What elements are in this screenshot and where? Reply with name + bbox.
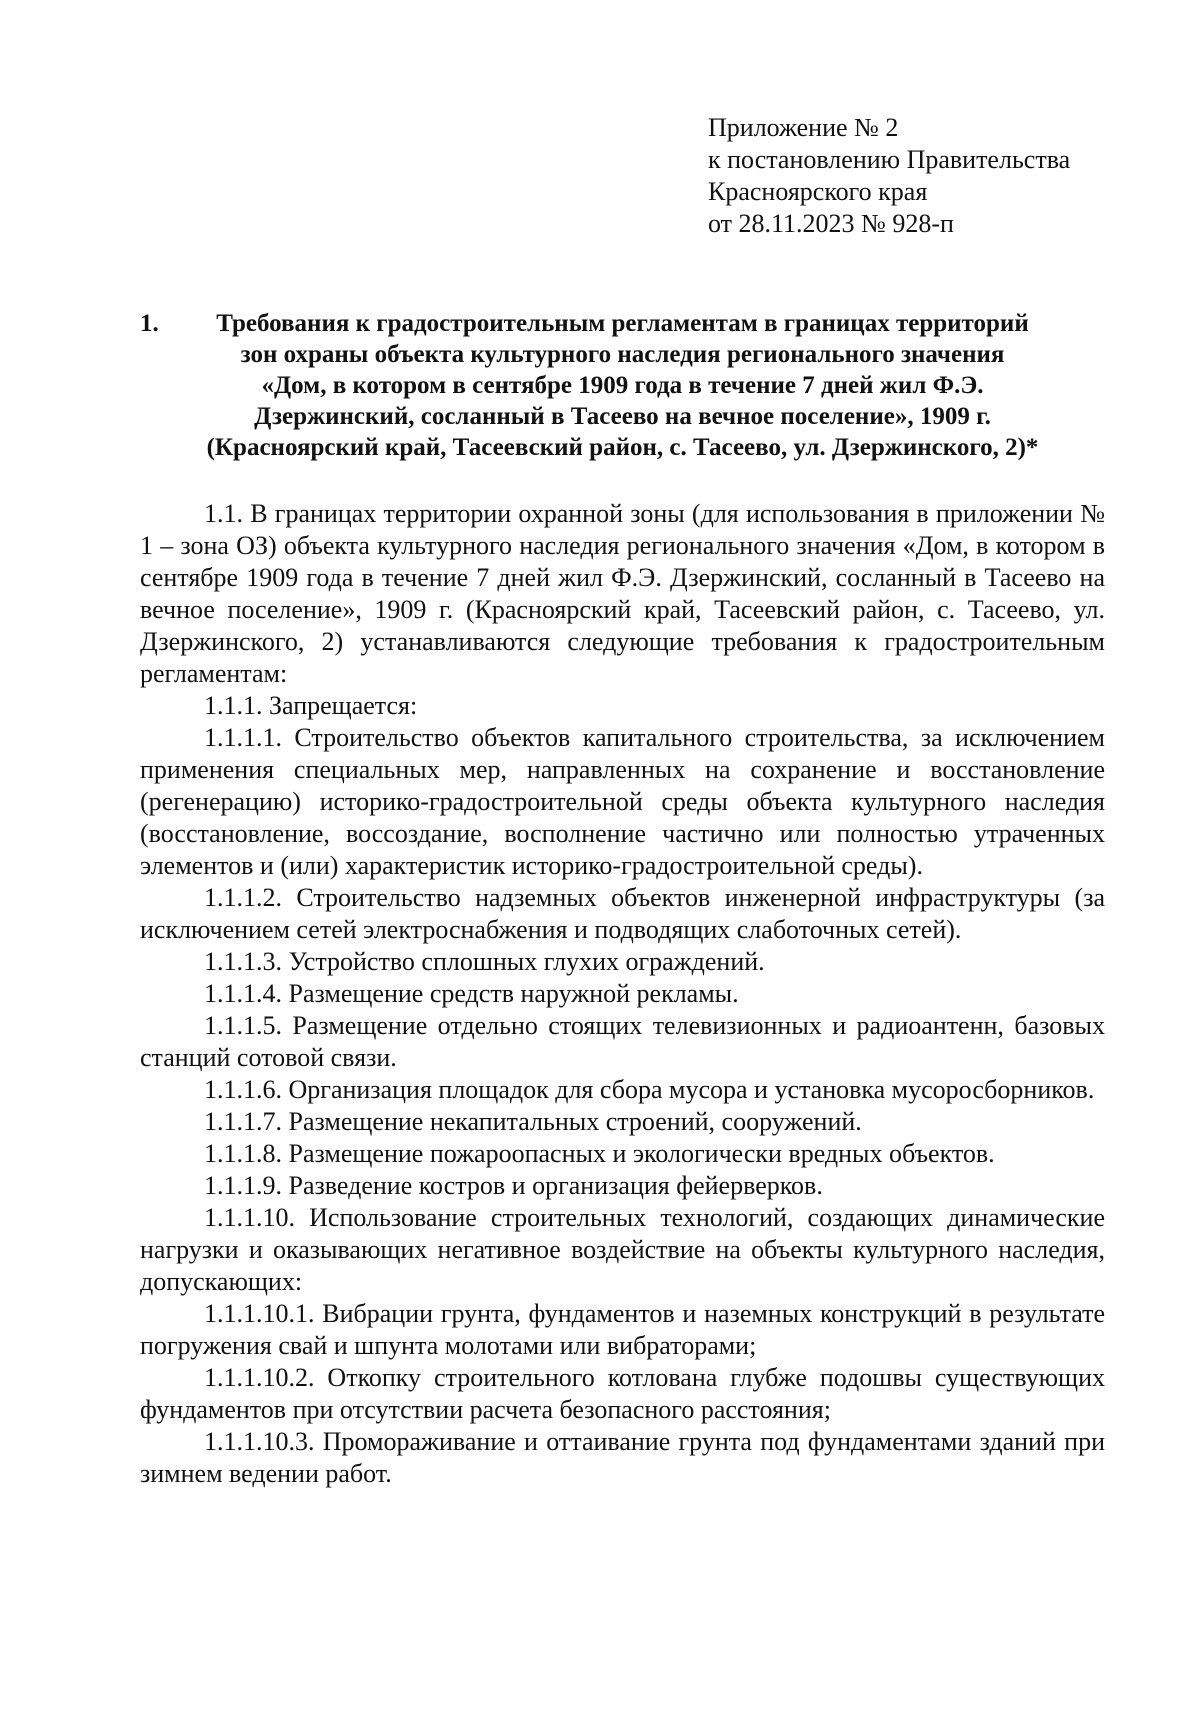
heading-line-2: зон охраны объекта культурного наследия регионального значения xyxy=(240,341,1005,368)
paragraph-1-1: 1.1. В границах территории охранной зоны (для использования в приложении № 1 – зона ОЗ) объекта культурного наследия регионального значения «Дом, в котором в сентябре 1909 года в течение 7 дней жил Ф.Э. Дзержинский, сосланный в Тасеево на вечное поселение», 1909 г. (Красноярский край, Тасеевский район, с. Тасеево, ул. Дзержинского, 2) устанавливаются следующие требования к градостроительным регламентам: xyxy=(140,499,1105,688)
heading-line-5: (Красноярский край, Тасеевский район, с. Тасеево, ул. Дзержинского, 2)* xyxy=(206,434,1039,461)
appendix-line-3: Красноярского края xyxy=(708,177,928,206)
appendix-line-1: Приложение № 2 xyxy=(708,113,899,142)
paragraph-1-1-1-9: 1.1.1.9. Разведение костров и организация фейерверков. xyxy=(204,1171,823,1200)
paragraph-1-1-1-10-3: 1.1.1.10.3. Промораживание и оттаивание грунта под фундаментами зданий при зимнем ведении работ. xyxy=(140,1427,1105,1488)
heading-line-3: «Дом, в котором в сентябре 1909 года в течение 7 дней жил Ф.Э. xyxy=(261,372,984,399)
appendix-line-2: к постановлению Правительства xyxy=(708,145,1071,174)
paragraph-1-1-1-6: 1.1.1.6. Организация площадок для сбора мусора и установка мусоросборников. xyxy=(204,1075,1095,1104)
paragraph-1-1-1-4: 1.1.1.4. Размещение средств наружной рекламы. xyxy=(204,979,739,1008)
paragraph-1-1-1-3: 1.1.1.3. Устройство сплошных глухих ограждений. xyxy=(204,947,765,976)
paragraph-1-1-1-10-2: 1.1.1.10.2. Откопку строительного котлована глубже подошвы существующих фундаментов при отсутствии расчета безопасного расстояния; xyxy=(140,1363,1105,1424)
paragraph-1-1-1-10-1: 1.1.1.10.1. Вибрации грунта, фундаментов и наземных конструкций в результате погружения свай и шпунта молотами или вибраторами; xyxy=(140,1299,1105,1360)
document-body xyxy=(140,498,1105,1490)
paragraph-1-1-1-7: 1.1.1.7. Размещение некапитальных строений, сооружений. xyxy=(204,1107,862,1136)
section-number: 1. xyxy=(140,310,159,337)
section-heading xyxy=(140,308,1105,463)
appendix-line-4: от 28.11.2023 № 928-п xyxy=(708,209,954,238)
heading-line-4: Дзержинский, сосланный в Тасеево на вечное поселение», 1909 г. xyxy=(254,403,991,430)
heading-line-1: Требования к градостроительным регламентам в границах территорий xyxy=(216,310,1029,337)
paragraph-1-1-1: 1.1.1. Запрещается: xyxy=(204,691,418,720)
paragraph-1-1-1-5: 1.1.1.5. Размещение отдельно стоящих телевизионных и радиоантенн, базовых станций сотовой связи. xyxy=(140,1011,1105,1072)
paragraph-1-1-1-8: 1.1.1.8. Размещение пожароопасных и экологически вредных объектов. xyxy=(204,1139,995,1168)
paragraph-1-1-1-1: 1.1.1.1. Строительство объектов капитального строительства, за исключением применения специальных мер, направленных на сохранение и восстановление (регенерацию) историко-градостроительной среды объекта культурного наследия (восстановление, воссоздание, восполнение частично или полностью утраченных элементов и (или) характеристик историко-градостроительной среды). xyxy=(140,723,1105,880)
appendix-stamp xyxy=(708,112,1070,240)
paragraph-1-1-1-2: 1.1.1.2. Строительство надземных объектов инженерной инфраструктуры (за исключением сетей электроснабжения и подводящих слаботочных сетей). xyxy=(140,883,1105,944)
paragraph-1-1-1-10: 1.1.1.10. Использование строительных технологий, создающих динамические нагрузки и оказывающих негативное воздействие на объекты культурного наследия, допускающих: xyxy=(140,1203,1105,1296)
